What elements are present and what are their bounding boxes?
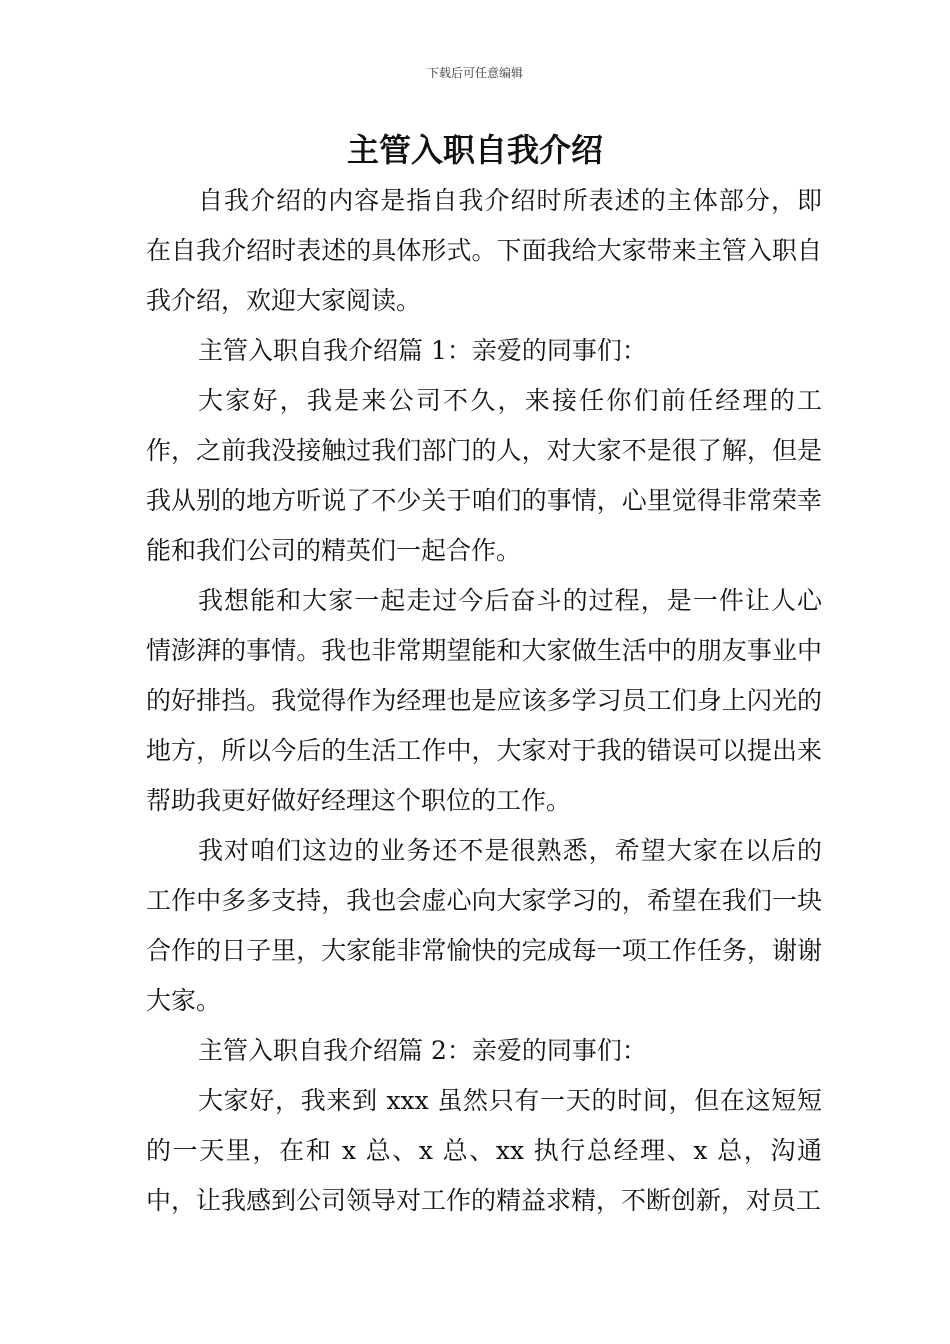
paragraph-intro: 自我介绍的内容是指自我介绍时所表述的主体部分，即在自我介绍时表述的具体形式。下面我给大家带来主管入职自我介绍，欢迎大家阅读。 [146, 186, 822, 315]
header-note: 下载后可任意编辑 [426, 66, 523, 80]
paragraph: 大家好，我是来公司不久，来接任你们前任经理的工作，之前我没接触过我们部门的人，对大家不是很了解，但是我从别的地方听说了不少关于咱们的事情，心里觉得非常荣幸能和我们公司的精英们一起合作。 [146, 386, 822, 565]
paragraph: 大家好，我来到 xxx 虽然只有一天的时间，但在这短短的一天里，在和 x 总、x 总、xx 执行总经理、x 总，沟通中，让我感到公司领导对工作的精益求精，不断创新，对员工 [146, 1086, 822, 1215]
paragraph: 我对咱们这边的业务还不是很熟悉，希望大家在以后的工作中多多支持，我也会虚心向大家学习的，希望在我们一块合作的日子里，大家能非常愉快的完成每一项工作任务，谢谢大家。 [146, 836, 822, 1015]
document-title: 主管入职自我介绍 [346, 131, 603, 169]
document-body [146, 176, 822, 1226]
paragraph: 我想能和大家一起走过今后奋斗的过程，是一件让人心情澎湃的事情。我也非常期望能和大家做生活中的朋友事业中的好排挡。我觉得作为经理也是应该多学习员工们身上闪光的地方，所以今后的生活工作中，大家对于我的错误可以提出来帮助我更好做好经理这个职位的工作。 [146, 586, 822, 815]
paragraph-heading-2: 主管入职自我介绍篇 2：亲爱的同事们： [198, 1036, 647, 1065]
paragraph-heading-1: 主管入职自我介绍篇 1：亲爱的同事们： [198, 336, 647, 365]
